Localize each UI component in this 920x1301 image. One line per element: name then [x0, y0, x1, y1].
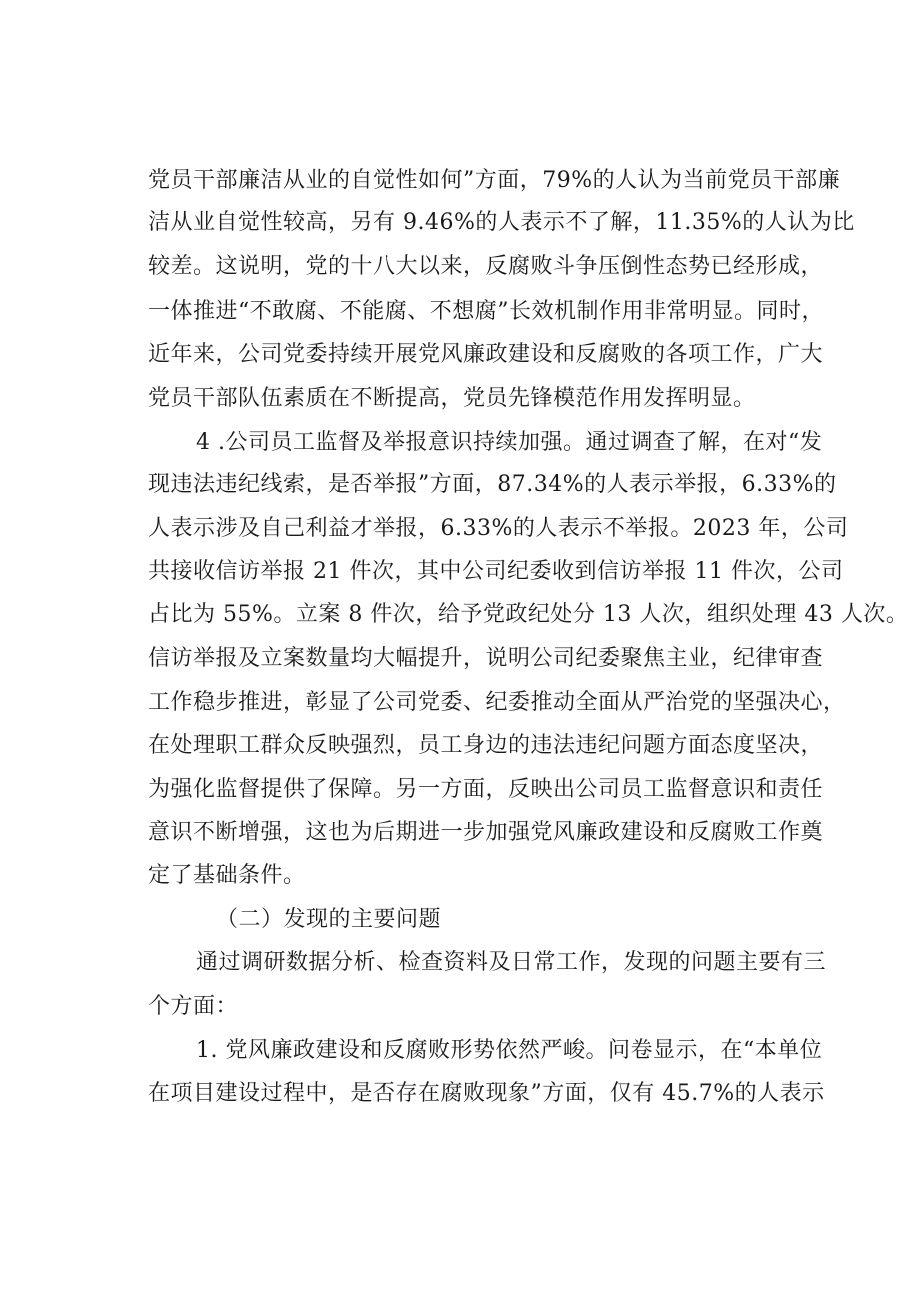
text-line: 一体推进“不敢腐、不能腐、不想腐”长效机制作用非常明显。同时， — [148, 299, 824, 324]
text-line: 通过调研数据分析、检查资料及日常工作，发现的问题主要有三 — [196, 950, 827, 975]
text-line: 工作稳步推进，彰显了公司党委、纪委推动全面从严治党的坚强决心， — [148, 690, 846, 715]
text-line: 近年来，公司党委持续开展党风廉政建设和反腐败的各项工作，广大 — [148, 342, 824, 367]
text-line: 较差。这说明，党的十八大以来，反腐败斗争压倒性态势已经形成， — [148, 254, 824, 279]
text-line: 定了基础条件。 — [148, 863, 306, 888]
text-line: 个方面： — [148, 994, 239, 1019]
section-heading: （二）发现的主要问题 — [216, 907, 442, 932]
text-line: 为强化监督提供了保障。另一方面，反映出公司员工监督意识和责任 — [148, 777, 824, 802]
text-line: 4 .公司员工监督及举报意识持续加强。通过调查了解，在对“发 — [196, 430, 823, 455]
text-line: 洁从业自觉性较高，另有 9.46%的人表示不了解，11.35%的人认为比 — [148, 210, 855, 235]
text-line: 在处理职工群众反映强烈，员工身边的违法违纪问题方面态度坚决， — [148, 733, 824, 758]
text-line: 占比为 55%。立案 8 件次，给予党政纪处分 13 人次，组织处理 43 人次。 — [148, 602, 909, 627]
text-line: 党员干部廉洁从业的自觉性如何”方面，79%的人认为当前党员干部廉 — [148, 168, 841, 193]
text-line: 党员干部队伍素质在不断提高，党员先锋模范作用发挥明显。 — [148, 386, 756, 411]
text-line: 意识不断增强，这也为后期进一步加强党风廉政建设和反腐败工作奠 — [148, 820, 824, 845]
text-line: 在项目建设过程中，是否存在腐败现象”方面，仅有 45.7%的人表示 — [148, 1081, 825, 1106]
text-line: 现违法违纪线索，是否举报”方面，87.34%的人表示举报，6.33%的 — [148, 472, 837, 497]
text-line: 1. 党风廉政建设和反腐败形势依然严峻。问卷显示，在“本单位 — [196, 1038, 823, 1063]
text-line: 人表示涉及自己利益才举报，6.33%的人表示不举报。2023 年，公司 — [148, 516, 849, 541]
text-line: 共接收信访举报 21 件次，其中公司纪委收到信访举报 11 件次，公司 — [148, 559, 844, 584]
text-line: 信访举报及立案数量均大幅提升，说明公司纪委聚焦主业，纪律审查 — [148, 646, 824, 671]
